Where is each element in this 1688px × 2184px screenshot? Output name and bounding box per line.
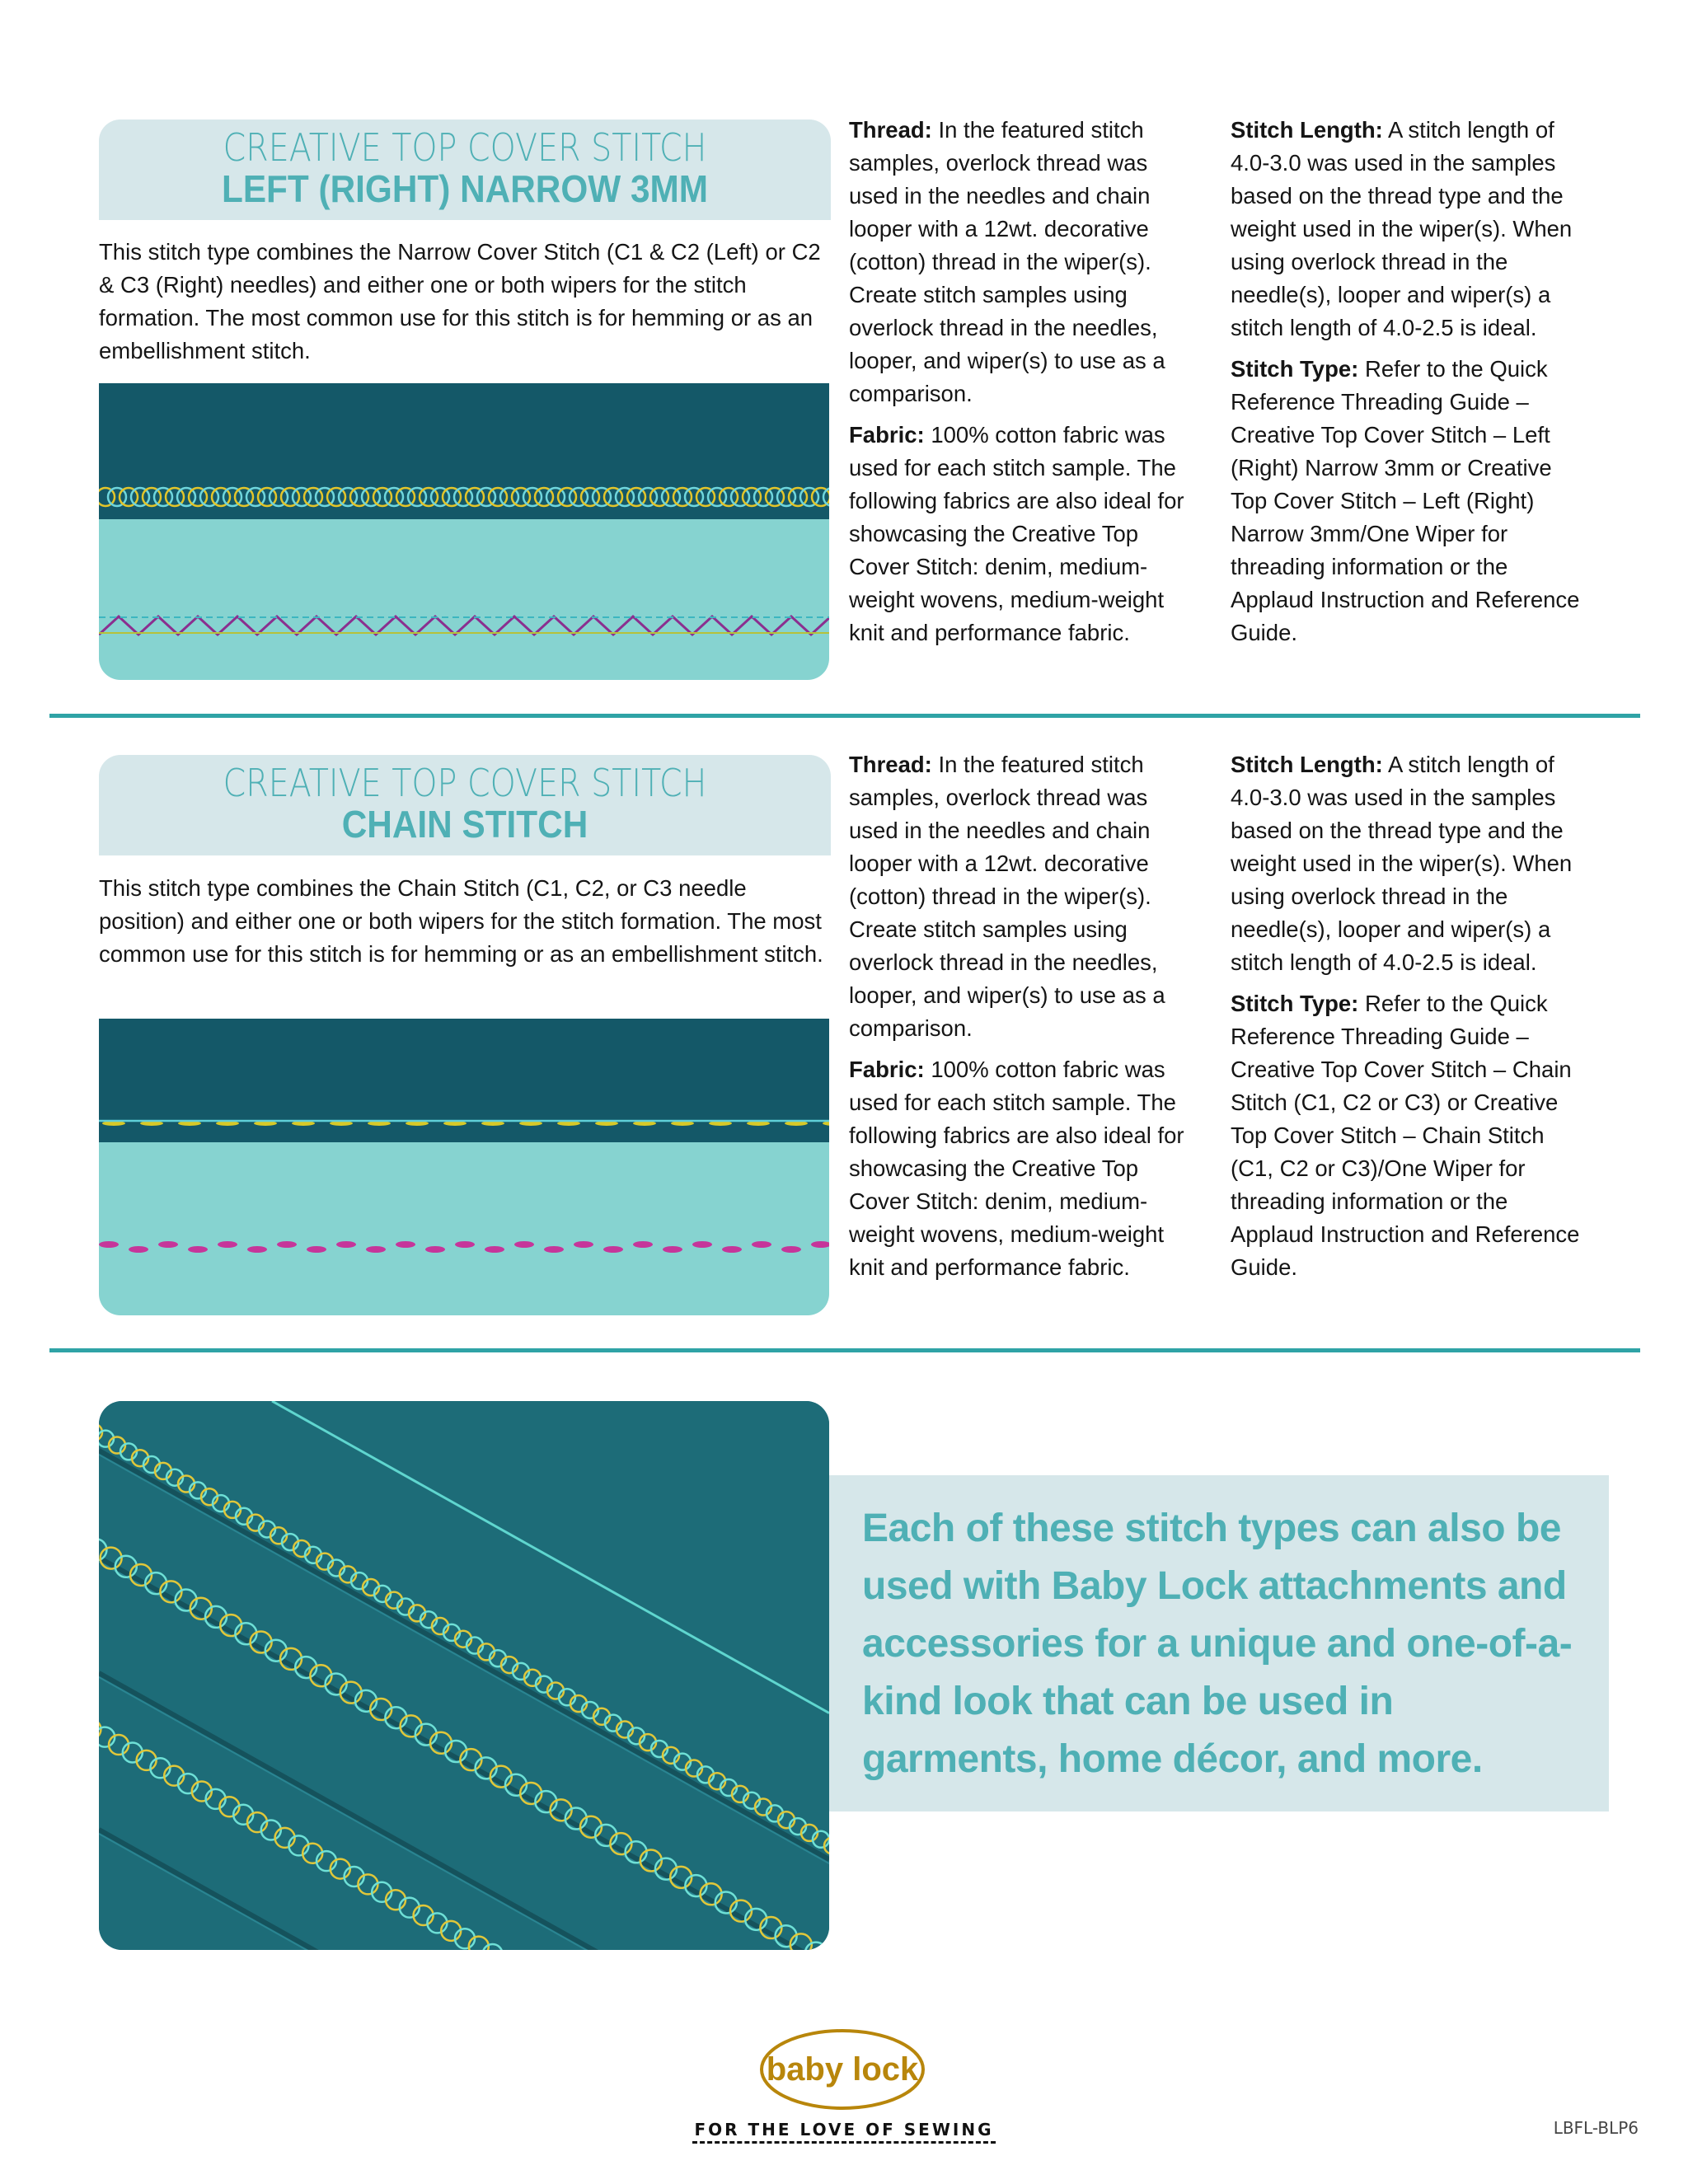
section-title-stitch: CHAIN STITCH	[341, 803, 588, 846]
stitch-sample-image	[99, 1019, 829, 1315]
chain-stitch-link	[663, 1246, 682, 1253]
chain-stitch-link	[752, 1241, 771, 1248]
thread-fabric-column	[849, 748, 1195, 1292]
stitch-sample-image	[99, 383, 829, 680]
section-title-stitch: LEFT (RIGHT) NARROW 3MM	[221, 167, 709, 210]
logo-oval-icon	[758, 2027, 926, 2111]
section-title-box	[99, 120, 831, 220]
chain-stitch-link	[692, 1241, 712, 1248]
fabric-paragraph: Fabric: 100% cotton fabric was used for each stitch sample. The following fabrics are also ideal for showcasing the Creative Top Cover Stitch: denim, medium-weight wovens, medium-weight knit and performance fabric.	[849, 422, 1184, 645]
length-type-column	[1231, 748, 1585, 1292]
chain-stitch-link	[99, 1241, 119, 1248]
brand-tagline: FOR THE LOVE OF SEWING	[692, 2120, 996, 2144]
chain-stitch-link	[455, 1241, 475, 1248]
thread-paragraph: Thread: In the featured stitch samples, overlock thread was used in the needles and chain looper with a 12wt. decorative (cotton) thread in the wiper(s). Create stitch samples using overlock thread in the needles, looper, and wiper(s) to use as a comparison.	[849, 117, 1165, 406]
narrow-cover-stitch-swatch	[99, 383, 829, 680]
baby-lock-logo[interactable]	[758, 2027, 926, 2111]
chain-stitch-link	[129, 1246, 148, 1253]
chain-stitch-link	[218, 1241, 237, 1248]
logo-text: baby lock	[766, 2051, 919, 2088]
section-intro: This stitch type combines the Chain Stitch (C1, C2, or C3 needle position) and either one or both wipers for the stitch formation. The most common use for this stitch is for hemming or as an embellishment stitch.	[99, 875, 823, 967]
chain-stitch-link	[396, 1241, 415, 1248]
chain-stitch-link	[247, 1246, 267, 1253]
fabric-paragraph: Fabric: 100% cotton fabric was used for each stitch sample. The following fabrics are also ideal for showcasing the Creative Top Cover Stitch: denim, medium-weight wovens, medium-weight knit and performance fabric.	[849, 1057, 1184, 1280]
section-title-category: CREATIVE TOP COVER STITCH	[223, 125, 707, 170]
stitch-showcase-photo	[99, 1401, 829, 1950]
chain-stitch-link	[425, 1246, 445, 1253]
thread-paragraph: Thread: In the featured stitch samples, overlock thread was used in the needles and chain looper with a 12wt. decorative (cotton) thread in the wiper(s). Create stitch samples using overlock thread in the needles, looper, and wiper(s) to use as a comparison.	[849, 752, 1165, 1041]
length-type-column	[1231, 114, 1585, 658]
chain-stitch-link	[307, 1246, 326, 1253]
section-title-category: CREATIVE TOP COVER STITCH	[223, 761, 707, 805]
section-divider	[49, 1348, 1640, 1352]
chain-stitch-link	[574, 1241, 593, 1248]
stitch-type-paragraph: Stitch Type: Refer to the Quick Reference Threading Guide – Creative Top Cover Stitch – Chain Stitch (C1, C2 or C3) or Creative Top Cover Stitch – Chain Stitch (C1, C2 or C3)/One Wiper for threading information or the Applaud Instruction and Reference Guide.	[1231, 991, 1580, 1280]
chain-stitch-link	[366, 1246, 386, 1253]
chain-stitch-link	[158, 1241, 178, 1248]
chain-stitch-link	[188, 1246, 208, 1253]
chain-stitch-link	[633, 1241, 653, 1248]
document-code: LBFL-BLP6	[1553, 2118, 1639, 2138]
stitch-length-paragraph: Stitch Length: A stitch length of 4.0-3.0 was used in the samples based on the thread type and the weight used in the wiper(s). When using overlock thread in the needle(s), looper and wiper(s) a stitch length of 4.0-2.5 is ideal.	[1231, 752, 1573, 975]
chain-stitch-link	[722, 1246, 742, 1253]
thread-fabric-column	[849, 114, 1195, 658]
chain-stitch-link	[336, 1241, 356, 1248]
callout-text: Each of these stitch types can also be used with Baby Lock attachments and accessories for a unique and one-of-a-kind look that can be used in garments, home décor, and more.	[862, 1507, 1573, 1781]
diagonal-stitches-photo	[99, 1401, 829, 1950]
stitch-type-paragraph: Stitch Type: Refer to the Quick Reference Threading Guide – Creative Top Cover Stitch – Left (Right) Narrow 3mm or Creative Top Cover Stitch – Left (Right) Narrow 3mm/One Wiper for threading information or the Applaud Instruction and Reference Guide.	[1231, 356, 1580, 645]
section-intro: This stitch type combines the Narrow Cover Stitch (C1 & C2 (Left) or C2 & C3 (Right) needles) and either one or both wipers for the stitch formation. The most common use for this stitch is for hemming or as an embellishment stitch.	[99, 239, 821, 363]
chain-stitch-link	[277, 1241, 297, 1248]
chain-stitch-link	[514, 1241, 534, 1248]
chain-stitch-link	[603, 1246, 623, 1253]
callout-box	[829, 1475, 1609, 1811]
chain-stitch-link	[781, 1246, 801, 1253]
chain-stitch-link	[544, 1246, 564, 1253]
section-divider	[49, 714, 1640, 718]
chain-stitch-swatch	[99, 1019, 829, 1315]
chain-stitch-link	[485, 1246, 504, 1253]
stitch-length-paragraph: Stitch Length: A stitch length of 4.0-3.0 was used in the samples based on the thread type and the weight used in the wiper(s). When using overlock thread in the needle(s), looper and wiper(s) a stitch length of 4.0-2.5 is ideal.	[1231, 117, 1573, 340]
section-title-box	[99, 755, 831, 855]
